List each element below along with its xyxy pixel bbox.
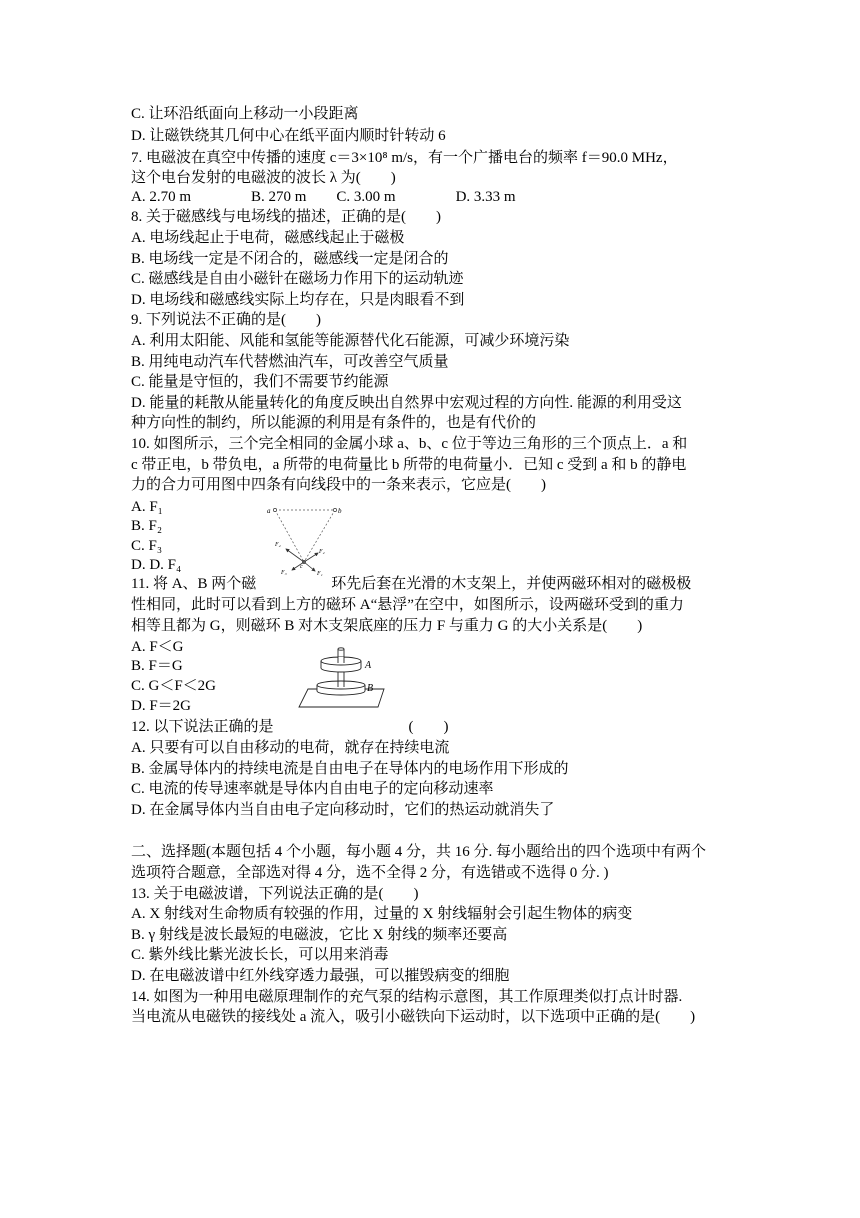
force-f1-arrow: [304, 562, 315, 571]
line-q9-d: D. 能量的耗散从能量转化的角度反映出自然界中宏观过程的方向性. 能源的利用受这: [131, 395, 682, 411]
line-q8-a: A. 电场线起止于电荷，磁感线起止于磁极: [131, 230, 405, 246]
line-q9-b: B. 用纯电动汽车代替燃油汽车，可改善空气质量: [131, 354, 449, 370]
line-q11-stem-3: 相等且都为 G，则磁环 B 对木支架底座的压力 F 与重力 G 的大小关系是( ): [131, 618, 643, 634]
line-q10-b: B. F₂: [131, 518, 163, 534]
line-q9-a: A. 利用太阳能、风能和氢能等能源替代化石能源，可减少环境污染: [131, 333, 570, 349]
label-f1: F₁: [317, 571, 323, 576]
line-q11-d: D. F＝2G: [131, 698, 192, 714]
line-q11-c: C. G＜F＜2G: [131, 678, 217, 694]
line-q14-stem-2: 当电流从电磁铁的接线处 a 流入，吸引小磁铁向下运动时，以下选项中正确的是( ): [131, 1009, 696, 1025]
line-q7-stem-2: 这个电台发射的电磁波的波长 λ 为( ): [131, 170, 396, 186]
ball-a: [273, 508, 276, 511]
label-a: a: [267, 507, 271, 515]
line-q8-c: C. 磁感线是自由小磁针在磁场力作用下的运动轨迹: [131, 271, 464, 287]
label-c: c: [300, 564, 303, 570]
line-q11-a: A. F＜G: [131, 639, 184, 655]
label-f2: F₂: [319, 549, 325, 555]
line-q7-options: A. 2.70 m B. 270 m C. 3.00 m D. 3.33 m: [131, 189, 516, 205]
line-q10-stem-2: c 带正电，b 带负电，a 所带的电荷量比 b 所带的电荷量小．已知 c 受到 a 和 b 的静电: [131, 457, 687, 473]
ball-b: [333, 508, 336, 511]
line-q11-stem: 11. 将 A、B 两个磁 环先后套在光滑的木支架上，并使两磁环相对的磁极极: [131, 576, 692, 592]
magnet-rings-figure: [296, 643, 392, 713]
line-q6-d: D. 让磁铁绕其几何中心在纸平面内顺时针转动 6: [131, 128, 446, 144]
line-q10-stem-3: 力的合力可用图中四条有向线段中的一条来表示，它应是( ): [131, 477, 546, 493]
line-q10-c: C. F₃: [131, 538, 163, 554]
line-q13-a: A. X 射线对生命物质有较强的作用，过量的 X 射线辐射会引起生物体的病变: [131, 906, 633, 922]
line-q8-b: B. 电场线一定是不闭合的，磁感线一定是闭合的: [131, 251, 449, 267]
line-q10-stem: 10. 如图所示，三个完全相同的金属小球 a、b、c 位于等边三角形的三个顶点上．a 和: [131, 436, 688, 452]
section-heading-2: 选项符合题意，全部选对得 4 分，选不全得 2 分，有选错或不选得 0 分. ): [131, 865, 609, 881]
line-q10-a: A. F₁: [131, 499, 163, 515]
line-q12-d: D. 在金属导体内当自由电子定向移动时，它们的热运动就消失了: [131, 802, 555, 818]
label-b: b: [338, 507, 342, 515]
line-q12-b: B. 金属导体内的持续电流是自由电子在导体内的电场作用下形成的: [131, 761, 569, 777]
line-q12-c: C. 电流的传导速率就是导体内自由电子的定向移动速率: [131, 781, 494, 797]
line-q11-b: B. F＝G: [131, 658, 183, 674]
line-q7-stem: 7. 电磁波在真空中传播的速度 c＝3×10⁸ m/s，有一个广播电台的频率 f＝90.0 MHz，: [131, 150, 678, 166]
line-q13-c: C. 紫外线比紫光波长长，可以用来消毒: [131, 947, 389, 963]
label-f3: F₃: [281, 570, 287, 576]
section-heading: 二、选择题(本题包括 4 个小题，每小题 4 分，共 16 分. 每小题给出的四个选项中有两个: [131, 844, 706, 860]
line-q14-stem: 14. 如图为一种用电磁原理制作的充气泵的结构示意图，其工作原理类似打点计时器.: [131, 989, 683, 1005]
label-f4: F₄: [275, 542, 281, 548]
line-q11-stem-2: 性相同，此时可以看到上方的磁环 A“悬浮”在空中，如图所示，设两磁环受到的重力: [131, 597, 684, 613]
line-q9-d-2: 种方向性的制约，所以能源的利用是有条件的，也是有代价的: [131, 415, 537, 431]
triangle-force-figure: [262, 502, 354, 576]
ring-b: [317, 681, 365, 689]
line-q8-d: D. 电场线和磁感线实际上均存在，只是肉眼看不到: [131, 292, 465, 308]
line-q13-b: B. γ 射线是波长最短的电磁波，它比 X 射线的频率还要高: [131, 927, 508, 943]
line-q9-c: C. 能量是守恒的，我们不需要节约能源: [131, 374, 389, 390]
line-q13-d: D. 在电磁波谱中红外线穿透力最强，可以摧毁病变的细胞: [131, 968, 510, 984]
line-q10-d: D. D. F₄: [131, 557, 182, 573]
force-f2-arrow: [304, 553, 318, 562]
force-f4-arrow: [286, 549, 304, 562]
line-q9-stem: 9. 下列说法不正确的是( ): [131, 312, 321, 328]
line-q12-stem: 12. 以下说法正确的是 ( ): [131, 719, 449, 735]
label-ring-a: A: [365, 660, 372, 671]
line-q8-stem: 8. 关于磁感线与电场线的描述，正确的是( ): [131, 209, 441, 225]
line-q13-stem: 13. 关于电磁波谱，下列说法正确的是( ): [131, 886, 419, 902]
line-q6-c: C. 让环沿纸面向上移动一小段距离: [131, 106, 359, 122]
line-q12-a: A. 只要有可以自由移动的电荷，就存在持续电流: [131, 740, 450, 756]
label-ring-b: B: [367, 683, 374, 694]
